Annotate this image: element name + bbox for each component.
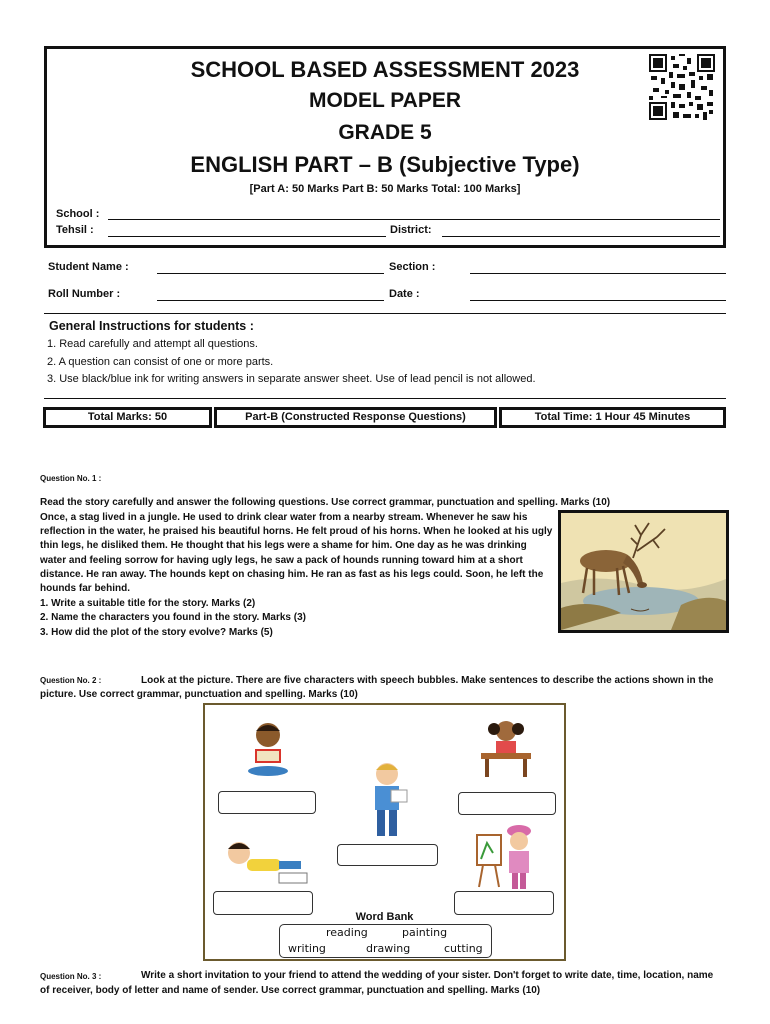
header-box [44,46,726,248]
speech-bubble-1[interactable] [218,791,316,814]
q1-story-line: distance. He ran away. The hounds kept on chasing him. He ran as fast as his legs could. Soon, he left the [40,569,544,580]
boy-cutting-image [363,760,411,842]
word-reading: reading [326,926,368,939]
question-2-label: Question No. 2 : [40,676,102,685]
question-1-label: Question No. 1 : [40,474,102,483]
total-time-box: Total Time: 1 Hour 45 Minutes [499,407,726,428]
paper-heading: ENGLISH PART – B (Subjective Type) [190,152,580,177]
q1-story-line: Once, a stag lived in a jungle. He used to drink clear water from a nearby stream. Whenever he saw his [40,512,528,523]
word-bank-box [279,924,492,958]
q2-instruction: picture. Use correct grammar, punctuation and spelling. Marks (10) [40,689,358,700]
boy-drawing-image [219,837,311,889]
school-label: School : [56,208,100,220]
roll-number-field[interactable] [157,300,384,301]
section-label: Section : [389,261,436,273]
instructions-title: General Instructions for students : [49,319,254,333]
divider [44,398,726,399]
section-field[interactable] [470,273,726,274]
district-field[interactable] [442,236,720,237]
q3-instruction: of receiver, body of letter and name of sender. Use correct grammar, punctuation and spelling. Marks (10) [40,985,541,996]
q1-story-line: water and feeling sorrow for having ugly legs, he saw a pack of hounds running toward him at a short [40,555,523,566]
q1-story-line: thin legs, he disliked them. He thought that his legs were a shame for him. One day as he was drinking [40,540,527,551]
word-bank-title: Word Bank [355,911,414,923]
q1-story-line: hounds far behind. [40,583,130,594]
exam-title: SCHOOL BASED ASSESSMENT 2023 [190,57,580,82]
divider [44,313,726,314]
marks-note: [Part A: 50 Marks Part B: 50 Marks Total: 100 Marks] [249,183,521,195]
q1-instruction: Read the story carefully and answer the following questions. Use correct grammar, punctuation and spelling. Marks (10) [40,497,611,508]
roll-number-label: Roll Number : [48,288,121,300]
q2-instruction: Look at the picture. There are five characters with speech bubbles. Make sentences to describe the actions shown in the [141,675,714,686]
word-bank-picture [203,703,566,961]
question-3-label: Question No. 3 : [40,972,102,981]
word-writing: writing [288,942,326,955]
q3-instruction: Write a short invitation to your friend to attend the wedding of your sister. Don't forget to write date, time, location, name [141,970,714,981]
word-cutting: cutting [444,942,483,955]
tehsil-label: Tehsil : [56,224,94,236]
q1-question: 2. Name the characters you found in the story. Marks (3) [40,612,306,623]
q1-story-line: reflection in the water, he praised his beautiful horns. He felt proud of his horns. When he looked at his ugly [40,526,553,537]
date-field[interactable] [470,300,726,301]
part-box: Part-B (Constructed Response Questions) [214,407,497,428]
instruction-item: 2. A question can consist of one or more parts. [47,356,274,368]
district-label: District: [390,224,432,236]
q1-question: 3. How did the plot of the story evolve? Marks (5) [40,627,273,638]
stag-illustration [558,510,729,633]
q1-question: 1. Write a suitable title for the story. Marks (2) [40,598,256,609]
total-marks-box: Total Marks: 50 [43,407,212,428]
tehsil-field[interactable] [108,236,386,237]
girl-writing-image [477,717,535,779]
stag-drinking-image [561,513,726,630]
word-painting: painting [402,926,448,939]
date-label: Date : [389,288,420,300]
grade-heading: GRADE 5 [338,121,432,144]
instruction-item: 3. Use black/blue ink for writing answers in separate answer sheet. Use of lead pencil is not allowed. [47,373,536,385]
word-drawing: drawing [366,942,411,955]
instruction-item: 1. Read carefully and attempt all questions. [47,338,258,350]
boy-reading-image [243,719,293,777]
exam-subtitle: MODEL PAPER [308,89,462,112]
qr-code-icon [649,54,715,120]
student-name-field[interactable] [157,273,384,274]
school-field[interactable] [108,219,720,220]
girl-painting-image [475,821,537,893]
speech-bubble-3[interactable] [337,844,438,866]
speech-bubble-2[interactable] [458,792,556,815]
student-name-label: Student Name : [48,261,129,273]
